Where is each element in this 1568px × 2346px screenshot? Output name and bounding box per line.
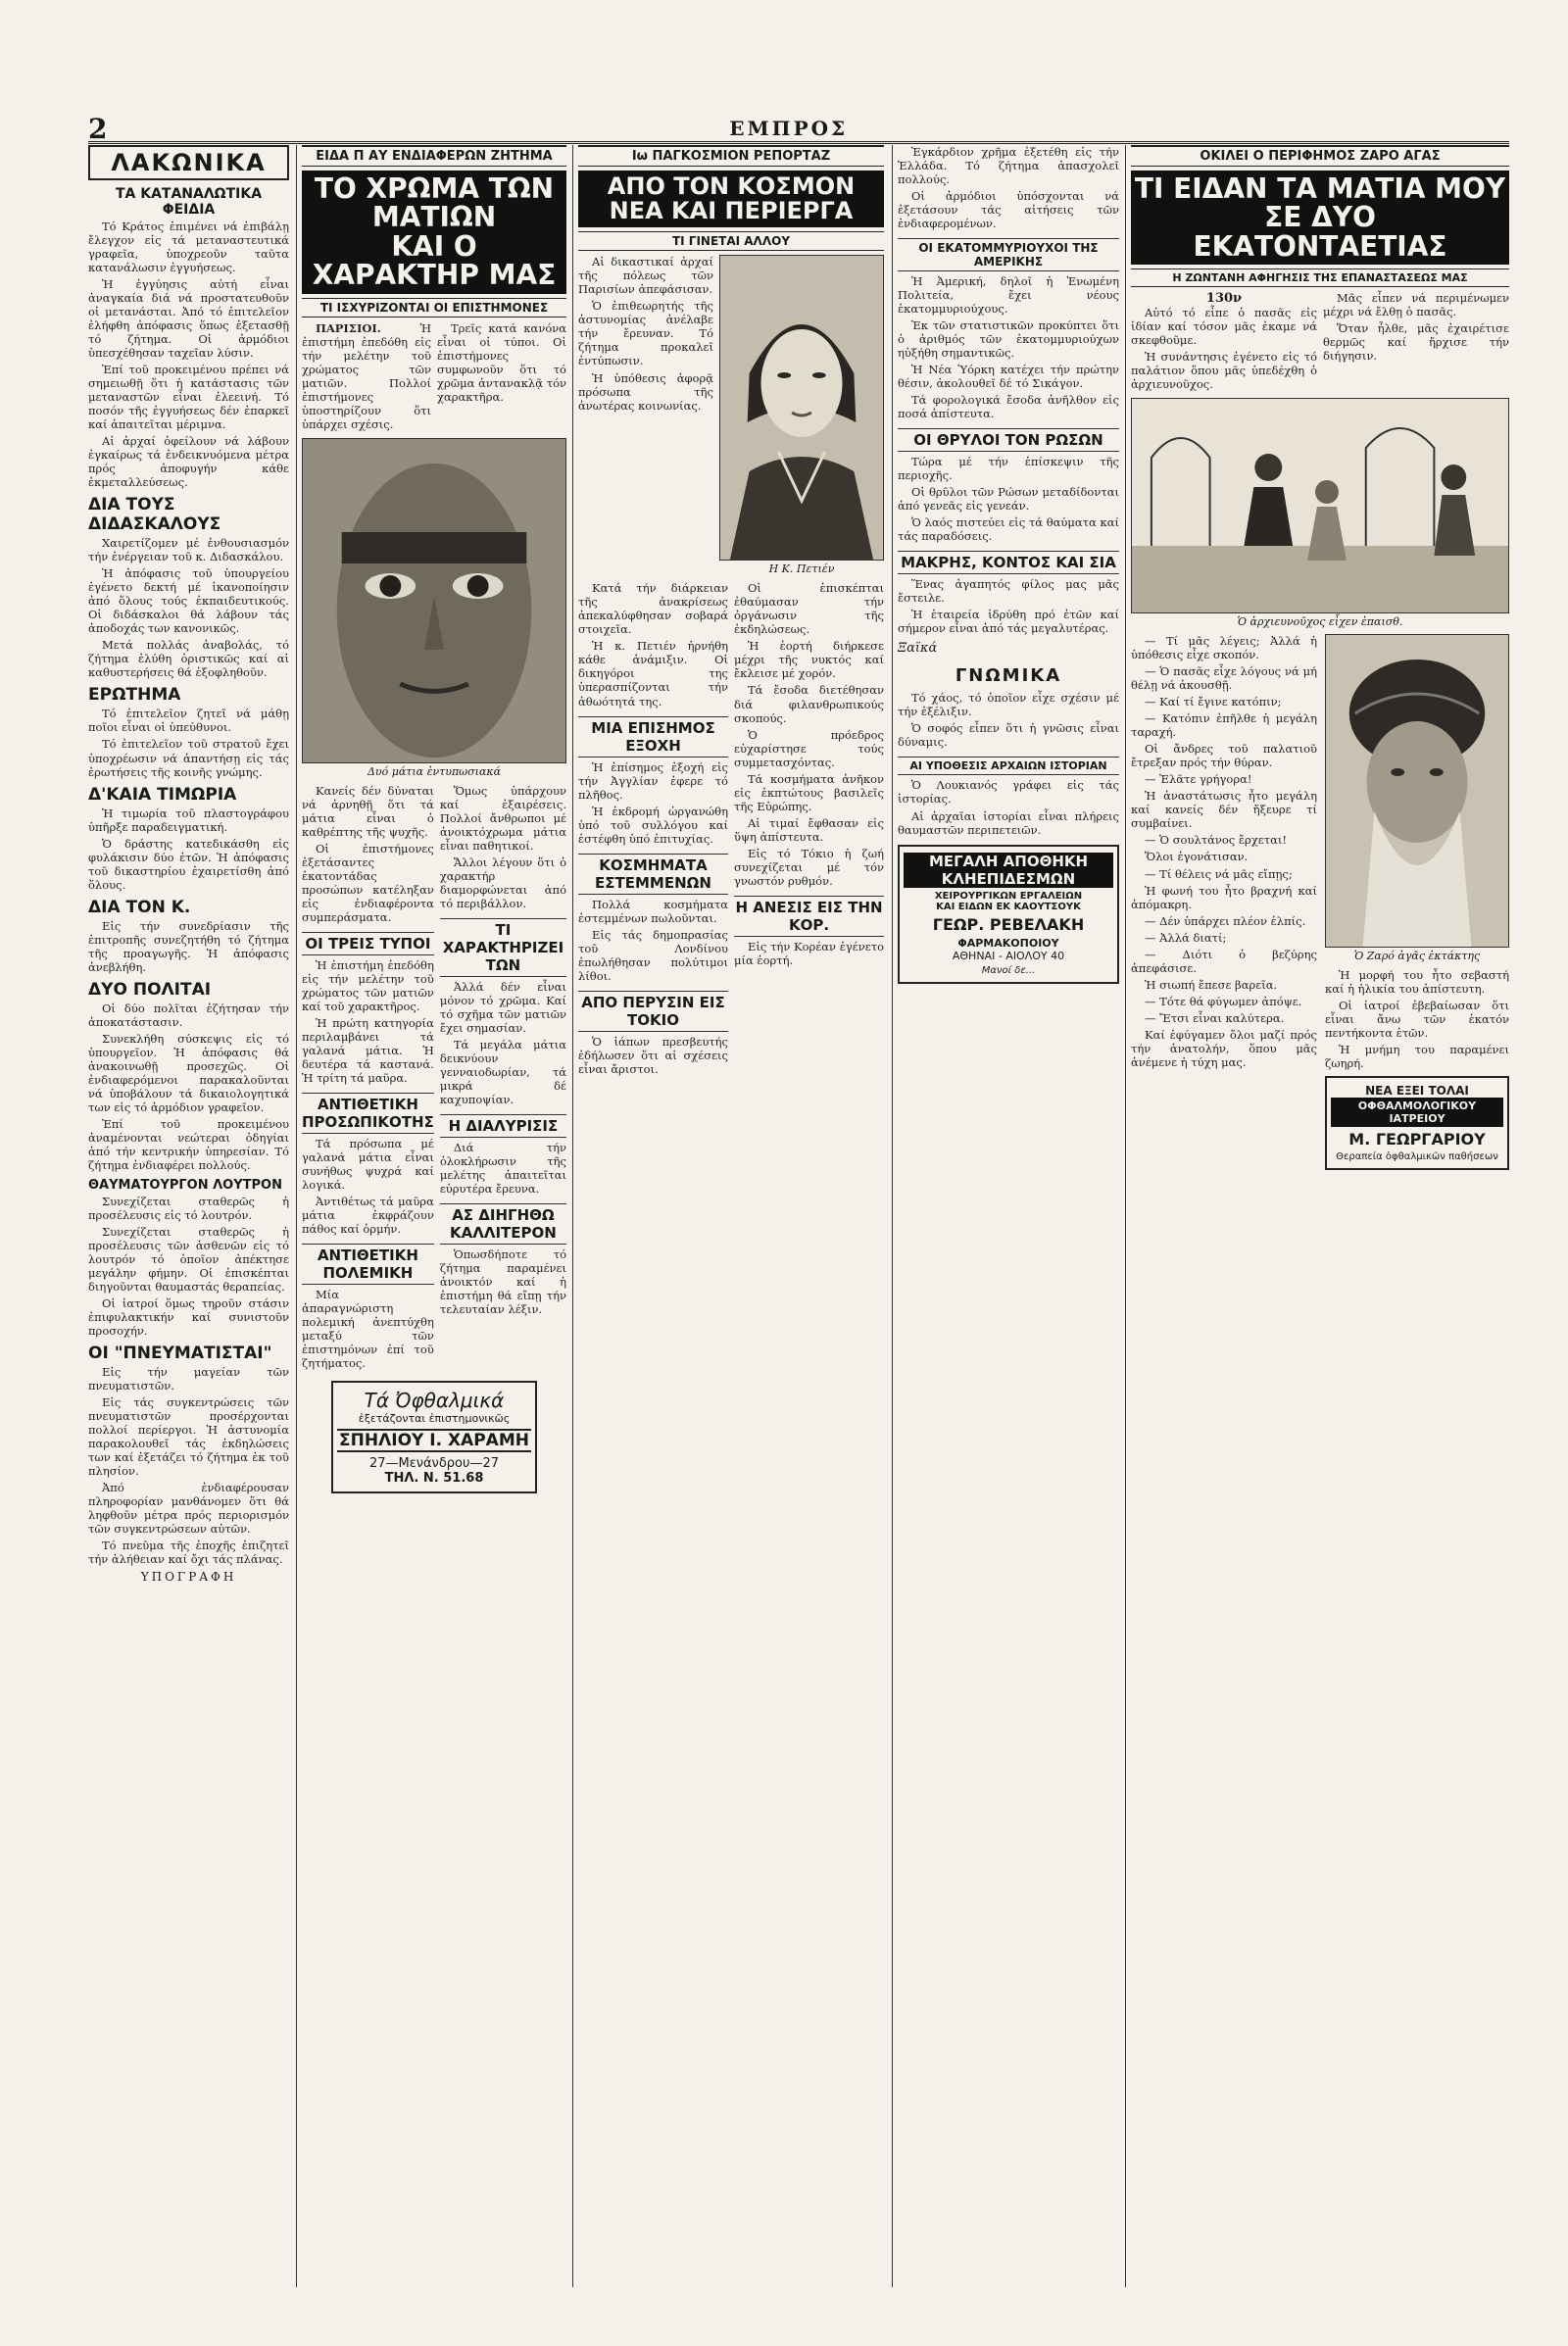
headline-line-2: ΚΑΙ Ο ΧΑΡΑΚΤΗΡ ΜΑΣ bbox=[312, 229, 557, 292]
section-title: ΔΙΑ ΤΟΥΣ ΔΙΔΑΣΚΑΛΟΥΣ bbox=[88, 495, 221, 535]
photo-caption: Ὁ Ζαρό ἀγᾶς ἐκτάκτης bbox=[1353, 950, 1481, 963]
article-text: Τώρα μέ τήν ἐπίσκεψιν τῆς περιοχῆς. bbox=[898, 455, 1119, 483]
column-rule bbox=[572, 145, 573, 2287]
article-text: Εἰς τήν Κορέαν ἐγένετο μία ἐορτή. bbox=[734, 939, 884, 967]
photo-zaro-agha bbox=[1325, 634, 1509, 948]
masthead bbox=[88, 112, 1509, 145]
article-kicker: Ιω ΠΑΓΚΟΣΜΙΟΝ ΡΕΠΟΡΤΑΖ bbox=[578, 145, 884, 167]
section-title: ΑΝΤΙΘΕΤΙΚΗ ΠΟΛΕΜΙΚΗ bbox=[302, 1244, 434, 1285]
serial-number: 130ν bbox=[1205, 291, 1243, 307]
ad-line: ΟΦΘΑΛΜΟΛΟΓΙΚΟΥ ΙΑΤΡΕΙΟΥ bbox=[1331, 1098, 1503, 1127]
article-subhead: ΤΙ ΙΣΧΥΡΙΖΟΝΤΑΙ ΟΙ ΕΠΙΣΤΗΜΟΝΕΣ bbox=[302, 298, 566, 318]
headline-line-1: ΑΠΟ ΤΟΝ ΚΟΣΜΟΝ bbox=[607, 172, 856, 200]
section-label: Ξαϊκά bbox=[898, 641, 938, 657]
section-header: ΛΑΚΩΝΙΚΑ bbox=[88, 145, 289, 180]
article-text: Ἡ ἐπίσημος ἐξοχή εἰς τήν Ἀγγλίαν ἐφερε τό πλῆθος. bbox=[578, 759, 728, 802]
section-title: ΚΟΣΜΗΜΑΤΑ ΕΣΤΕΜΜΕΝΩΝ bbox=[578, 854, 728, 895]
article-subhead: Η ΖΩΝΤΑΝΗ ΑΦΗΓΗΣΙΣ ΤΗΣ ΕΠΑΝΑΣΤΑΣΕΩΣ ΜΑΣ bbox=[1131, 269, 1509, 287]
column-rule bbox=[892, 145, 893, 2287]
photo-caption: Δυό μάτια ἐντυπωσιακά bbox=[367, 764, 502, 778]
page-number: 2 bbox=[88, 112, 108, 145]
headline bbox=[302, 171, 566, 294]
headline bbox=[1131, 171, 1509, 265]
article-text: Αὐτό τό εἶπε ὁ πασᾶς εἰς ἰδίαν καί τόσον μᾶς ἐκαμε νά σκεφθοῦμε. bbox=[1131, 306, 1317, 348]
ad-line: ΜΕΓΑΛΗ ΑΠΟΘΗΚΗ bbox=[904, 853, 1113, 870]
ad-name: Μ. ΓΕΩΡΓΑΡΙΟΥ bbox=[1348, 1130, 1486, 1149]
article-text: Ἡ τιμωρία τοῦ πλαστογράφου ὑπῆρξε παραδειγματική. bbox=[88, 806, 289, 834]
article-text: Οἱ δύο πολῖται ἐζήτησαν τήν ἀποκατάστασιν. bbox=[88, 1001, 289, 1029]
column-rule bbox=[296, 145, 297, 2287]
section-title: ΑΣ ΔΙΗΓΗΘΩ ΚΑΛΛΙΤΕΡΟΝ bbox=[440, 1203, 566, 1245]
article-subhead: ΤΙ ΓΙΝΕΤΑΙ ΑΛΛΟΥ bbox=[578, 231, 884, 251]
section-title: ΟΙ ΕΚΑΤΟΜΜΥΡΙΟΥΧΟΙ ΤΗΣ ΑΜΕΡΙΚΗΣ bbox=[898, 238, 1119, 271]
column-eye-color: ΕΙΔΑ Π ΑΥ ΕΝΔΙΑΦΕΡΩΝ ΖΗΤΗΜΑ ΤΟ ΧΡΩΜΑ ΤΩΝ ΜΑΤΙΩΝ ΚΑΙ Ο ΧΑΡΑΚΤΗΡ ΜΑΣ ΤΙ ΙΣΧΥΡΙΖΟΝΤΑΙ ΟΙ ΕΠΙΣΤΗΜΟΝΕΣ ΠΑΡΙΣΙΟΙ. Ἡ ἐπιστήμη ἐπεδόθη εἰς τήν μελέτην τοῦ χρώματος τῶν ματιῶν. Πολλοί ἐπιστήμονες ὑποστηρίζουν ὅτι ὑπάρχει σχέσις. Τρεῖς κατά κανόνα εἶναι οἱ τύποι. Οἱ ἐπιστήμονες συμφωνοῦν ὅτι τό χρῶμα ἀντανακλᾷ τόν χαρακτῆρα. Δυό μάτια ἐντυπωσιακά Κανείς δέν δύναται νά ἀρνηθῇ ὅτι τά μάτια εἶναι ὁ καθρέπτης τῆς ψυχῆς. Οἱ ἐπιστήμονες ἐξετάσαντες ἑκατοντάδας προσώπων κατέληξαν εἰς ἐνδιαφέροντα συμπεράσματα. ΟΙ ΤΡΕΙΣ ΤΥΠΟΙ Ἡ ἐπιστήμη ἐπεδόθη εἰς τήν μελέτην τοῦ χρώματος τῶν ματιῶν καί τοῦ χαρακτῆρος. Ἡ πρώτη κατηγορία περιλαμβάνει τά γαλανά μάτια. Ἡ δευτέρα τά καστανά. Ἡ τρίτη τά μαῦρα. ΑΝΤΙΘΕΤΙΚΗ ΠΡΟΣΩΠΙΚΟΤΗΣ Τά πρόσωπα μέ γαλανά μάτια εἶναι συνήθως ψυχρά καί λογικά. Ἀντιθέτως τά μαῦρα μάτια ἐκφράζουν πάθος καί ὁρμήν. ΑΝΤΙΘΕΤΙΚΗ ΠΟΛΕΜΙΚΗ Μία ἀπαραγνώριστη πολεμική ἀνεπτύχθη μεταξύ τῶν ἐπιστημόνων ἐπί τοῦ ζητήματος. Ὅμως ὑπάρχουν καί ἐξαιρέσεις. Πολλοί ἄνθρωποι μέ ἀνοικτόχρωμα μάτια εἶναι παθητικοί. Ἄλλοι λέγουν ὅτι ὁ χαρακτήρ διαμορφώνεται ἀπό τό περιβάλλον. ΤΙ ΧΑΡΑΚΤΗΡΙΖΕΙ ΤΩΝ Ἀλλά δέν εἶναι μόνον τό χρῶμα. Καί τό σχῆμα τῶν ματιῶν ἔχει σημασίαν. Τά μεγάλα μάτια δεικνύουν γενναιοδωρίαν, τά μικρά δέ καχυποψίαν. Η ΔΙΑΛΥΡΙΣΙΣ Διά τήν ὁλοκλήρωσιν τῆς μελέτης ἀπαιτεῖται εὐρυτέρα ἔρευνα. ΑΣ ΔΙΗΓΗΘΩ ΚΑΛΛΙΤΕΡΟΝ Ὁπωσδήποτε τό ζήτημα παραμένει ἀνοικτόν καί ἡ ἐπιστήμη θά εἴπῃ τήν τελευταίαν λέξιν. Τά Ὀφθαλμικά ἐξετάζονται ἐπιστημονικῶς ΣΠΗΛΙΟΥ Ι. ΧΑΡΑΜΗ 27—Μενάνδρου—27 ΤΗΛ. Ν. 51.68 bbox=[302, 145, 566, 2287]
article-text: — Τί μᾶς λέγεις; Ἀλλά ἡ ὑπόθεσις εἶχε σκοπόν. bbox=[1131, 634, 1317, 662]
headline bbox=[578, 171, 884, 227]
section-title: ΟΙ ΘΡΥΛΟΙ ΤΟΝ ΡΩΣΩΝ bbox=[898, 428, 1119, 452]
ad-tag: Μανοί δε... bbox=[981, 964, 1036, 976]
ad-line: ἐξετάζονται ἐπιστημονικῶς bbox=[358, 1412, 511, 1426]
headline-line-1: ΤΙ ΕΙΔΑΝ ΤΑ ΜΑΤΙΑ ΜΟΥ bbox=[1134, 172, 1506, 205]
article-text: Εἰς τήν μαγείαν τῶν πνευματιστῶν. bbox=[88, 1365, 289, 1393]
ad-address: ΑΘΗΝΑΙ - ΑΙΟΛΟΥ 40 bbox=[952, 949, 1065, 962]
section-title: ΜΑΚΡΗΣ, ΚΟΝΤΟΣ ΚΑΙ ΣΙΑ bbox=[898, 551, 1119, 574]
section-subheader: ΤΑ ΚΑΤΑΝΑΛΩΤΙΚΑ ΦΕΙΔΙΑ bbox=[115, 186, 263, 218]
ad-ophthalmology bbox=[331, 1381, 537, 1493]
section-title: ΕΡΩΤΗΜΑ bbox=[88, 685, 181, 706]
column-misc: Ἐγκάρδιον χρῆμα ἐξετέθη εἰς τήν Ἑλλάδα. Τό ζήτημα ἀπασχολεῖ πολλούς. Οἱ ἀρμόδιοι ὑπόσχονται νά ἐξετάσουν τάς αἰτήσεις τῶν ἐνδιαφερομένων. ΟΙ ΕΚΑΤΟΜΜΥΡΙΟΥΧΟΙ ΤΗΣ ΑΜΕΡΙΚΗΣ Ἡ Ἀμερική, δηλοῖ ἡ Ἑνωμένη Πολιτεία, ἔχει νέους ἑκατομμυριούχους. Ἐκ τῶν στατιστικῶν προκύπτει ὅτι ὁ ἀριθμός τῶν ἑκατομμυριούχων ηὐξήθη σημαντικῶς. Ἡ Νέα Ὑόρκη κατέχει τήν πρώτην θέσιν, ἀκολουθεῖ δέ τό Σικάγον. Τά φορολογικά ἔσοδα ἀνῆλθον εἰς ποσά ἀπίστευτα. ΟΙ ΘΡΥΛΟΙ ΤΟΝ ΡΩΣΩΝ Τώρα μέ τήν ἐπίσκεψιν τῆς περιοχῆς. Οἱ θρῦλοι τῶν Ρώσων μεταδίδονται ἀπό γενεᾶς εἰς γενεάν. Ὁ λαός πιστεύει εἰς τά θαύματα καί τάς παραδόσεις. ΜΑΚΡΗΣ, ΚΟΝΤΟΣ ΚΑΙ ΣΙΑ Ἕνας ἀγαπητός φίλος μας μᾶς ἔστειλε. Ἡ ἑταιρεία ἱδρύθη πρό ἐτῶν καί σήμερον εἶναι ἀπό τάς μεγαλυτέρας. Ξαϊκά ΓΝΩΜΙΚΑ Τό χάος, τό ὁποῖον εἶχε σχέσιν μέ τήν ἐξέλιξιν. Ὁ σοφός εἶπεν ὅτι ἡ γνῶσις εἶναι δύναμις. ΑΙ ΥΠΟΘΕΣΙΣ ΑΡΧΑΙΩΝ ΙΣΤΟΡΙΑΝ Ὁ Λουκιανός γράφει εἰς τάς ἱστορίας. Αἱ ἀρχαῖαι ἱστορίαι εἶναι πλήρεις θαυμαστῶν περιπετειῶν. ΜΕΓΑΛΗ ΑΠΟΘΗΚΗ ΚΛΗΕΠΙΔΕΣΜΩΝ ΧΕΙΡΟΥΡΓΙΚΩΝ ΕΡΓΑΛΕΙΩΝ ΚΑΙ ΕΙΔΩΝ ΕΚ ΚΑΟΥΤΣΟΥΚ ΓΕΩΡ. ΡΕΒΕΛΑΚΗ ΦΑΡΜΑΚΟΠΟΙΟΥ ΑΘΗΝΑΙ - ΑΙΟΛΟΥ 40 Μανοί δε... bbox=[898, 145, 1119, 2287]
section-title: Η ΔΙΑΛΥΡΙΣΙΣ bbox=[440, 1114, 566, 1138]
article-text: Τό χάος, τό ὁποῖον εἶχε σχέσιν μέ τήν ἐξέλιξιν. bbox=[898, 691, 1119, 719]
headline-line-1: ΤΟ ΧΡΩΜΑ ΤΩΝ ΜΑΤΙΩΝ bbox=[314, 172, 555, 234]
article-text: Τό Κράτος ἐπιμένει νά ἐπιβάλῃ ἔλεγχον εἰς τά μεταναστευτικά γραφεῖα, ὑποχρεοῦν ταῦτα κατανάλωσιν ἐγγυήσεως. bbox=[88, 220, 289, 275]
section-title: ΟΙ "ΠΝΕΥΜΑΤΙΣΤΑΙ" bbox=[88, 1344, 272, 1364]
ad-line: ΚΑΙ ΕΙΔΩΝ ΕΚ ΚΑΟΥΤΣΟΥΚ bbox=[936, 901, 1081, 912]
section-title: ΓΝΩΜΙΚΑ bbox=[955, 665, 1062, 687]
article-dateline: ΠΑΡΙΣΙΟΙ. bbox=[316, 320, 381, 335]
section-title: ΔΥΟ ΠΟΛΙΤΑΙ bbox=[88, 979, 212, 1000]
article-text: Ἡ ἐπιστήμη ἐπεδόθη εἰς τήν μελέτην τοῦ χρώματος τῶν ματιῶν καί τοῦ χαρακτῆρος. bbox=[302, 957, 434, 1013]
ad-phone: ΤΗΛ. Ν. 51.68 bbox=[384, 1471, 484, 1487]
section-title: ΑΙ ΥΠΟΘΕΣΙΣ ΑΡΧΑΙΩΝ ΙΣΤΟΡΙΑΝ bbox=[898, 757, 1119, 775]
article-kicker: ΕΙΔΑ Π ΑΥ ΕΝΔΙΑΦΕΡΩΝ ΖΗΤΗΜΑ bbox=[302, 145, 566, 167]
ad-line: ΝΕΑ ΕΞΕΙ ΤΟΛΑΙ bbox=[1365, 1084, 1469, 1099]
column-zaro-agha: ΟΚΙΛΕΙ Ο ΠΕΡΙΦΗΜΟΣ ΖΑΡΟ ΑΓΑΣ ΤΙ ΕΙΔΑΝ ΤΑ ΜΑΤΙΑ ΜΟΥ ΣΕ ΔΥΟ ΕΚΑΤΟΝΤΑΕΤΙΑΣ Η ΖΩΝΤΑΝΗ ΑΦΗΓΗΣΙΣ ΤΗΣ ΕΠΑΝΑΣΤΑΣΕΩΣ ΜΑΣ 130ν Αὐτό τό εἶπε ὁ πασᾶς εἰς ἰδίαν καί τόσον μᾶς ἐκαμε νά σκεφθοῦμε. Ἡ συνάντησις ἐγένετο εἰς τό παλάτιον ὅπου μᾶς ὑπεδέχθη ὁ ἀρχιευνοῦχος. Μᾶς εἶπεν νά περιμένωμεν μέχρι νά ἔλθῃ ὁ πασᾶς. Ὅταν ἦλθε, μᾶς ἐχαιρέτισε θερμῶς καί ἤρχισε τήν διήγησιν. Ὁ ἀρχιευνοῦχος εἶχεν ἐπαισθ. — Τί μᾶς λέγεις; Ἀλλά ἡ ὑπόθεσις εἶχε σκοπόν. — Ὁ πασᾶς εἶχε λόγους νά μή θέλῃ νά ἀκουσθῇ. — Καί τί ἔγινε κατόπιν; — Κατόπιν ἐπῆλθε ἡ μεγάλη ταραχή. Οἱ ἄνδρες τοῦ παλατιοῦ ἔτρεξαν πρός τήν θύραν. — Ἐλᾶτε γρήγορα! Ἡ ἀναστάτωσις ἦτο μεγάλη καί κανείς δέν ἤξευρε τί συμβαίνει. — Ὁ σουλτάνος ἔρχεται! Ὅλοι ἐγονάτισαν. — Τί θέλεις νά μᾶς εἴπῃς; Ἡ φωνή του ἦτο βραχνή καί ἀπόμακρη. — Δέν ὑπάρχει πλέον ἐλπίς. — Ἀλλά διατί; — Διότι ὁ βεζύρης ἀπεφάσισε. Ἡ σιωπή ἔπεσε βαρεῖα. — Τότε θά φύγωμεν ἀπόψε. — Ἔτσι εἶναι καλύτερα. Καί ἐφύγαμεν ὅλοι μαζί πρός τήν ἀνατολήν, ὅπου μᾶς ἀνέμενε ἡ τύχη μας. Ὁ Ζαρό ἀγᾶς ἐκτάκτης Ἡ μορφή του ἦτο σεβαστή καί ἡ ἠλικία του ἀπίστευτη. Οἱ ἰατροί ἐβεβαίωσαν ὅτι εἶναι ἄνω τῶν ἑκατόν πεντήκοντα ἐτῶν. Ἡ μνήμη του παραμένει ζωηρή. ΝΕΑ ΕΞΕΙ ΤΟΛΑΙ ΟΦΘΑΛΜΟΛΟΓΙΚΟΥ ΙΑΤΡΕΙΟΥ Μ. ΓΕΩΡΓΑΡΙΟΥ Θεραπεία ὀφθαλμικῶν παθήσεων bbox=[1131, 145, 1509, 2287]
photo-woman bbox=[719, 255, 884, 561]
ad-eye-clinic bbox=[1325, 1076, 1509, 1170]
section-title: ΤΙ ΧΑΡΑΚΤΗΡΙΖΕΙ ΤΩΝ bbox=[440, 918, 566, 977]
ad-line: ΚΛΗΕΠΙΔΕΣΜΩΝ bbox=[904, 870, 1113, 888]
section-title: ΘΑΥΜΑΤΟΥΡΓΟΝ ΛΟΥΤΡΟΝ bbox=[88, 1177, 282, 1193]
section-title: ΑΝΤΙΘΕΤΙΚΗ ΠΡΟΣΩΠΙΚΟΤΗΣ bbox=[302, 1093, 434, 1134]
ad-name: ΣΠΗΛΙΟΥ Ι. ΧΑΡΑΜΗ bbox=[337, 1429, 531, 1452]
footer-signature: ΥΠΟΓΡΑΦΗ bbox=[140, 1570, 237, 1585]
photo-eyes bbox=[302, 438, 566, 763]
column-world-news: Ιω ΠΑΓΚΟΣΜΙΟΝ ΡΕΠΟΡΤΑΖ ΑΠΟ ΤΟΝ ΚΟΣΜΟΝ ΝΕΑ ΚΑΙ ΠΕΡΙΕΡΓΑ ΤΙ ΓΙΝΕΤΑΙ ΑΛΛΟΥ Αἱ δικαστικαί ἀρχαί τῆς πόλεως τῶν Παρισίων ἀπεφάσισαν. Ὁ ἐπιθεωρητής τῆς ἀστυνομίας ἀνέλαβε τήν ἔρευναν. Τό ζήτημα προκαλεῖ ἐντύπωσιν. Ἡ ὑπόθεσις ἀφορᾷ πρόσωπα τῆς ἀνωτέρας κοινωνίας. Η Κ. Πετιέν Κατά τήν διάρκειαν τῆς ἀνακρίσεως ἀπεκαλύφθησαν σοβαρά στοιχεῖα. Ἡ κ. Πετιέν ἠρνήθη κάθε ἀνάμιξιν. Οἱ δικηγόροι της ὑπερασπίζονται τήν ἀθωότητά της. ΜΙΑ ΕΠΙΣΗΜΟΣ ΕΞΟΧΗ Ἡ ἐπίσημος ἐξοχή εἰς τήν Ἀγγλίαν ἐφερε τό πλῆθος. Ἡ ἐκδρομή ὠργανώθη ὑπό τοῦ συλλόγου καί ἐστέφθη ὑπό ἐπιτυχίας. ΚΟΣΜΗΜΑΤΑ ΕΣΤΕΜΜΕΝΩΝ Πολλά κοσμήματα ἐστεμμένων πωλοῦνται. Εἰς τάς δημοπρασίας τοῦ Λονδίνου ἐπωλήθησαν πολύτιμοι λίθοι. ΑΠΟ ΠΕΡΥΣΙΝ ΕΙΣ ΤΟΚΙΟ Ὁ ἰάπων πρεσβευτής ἐδήλωσεν ὅτι αἱ σχέσεις εἶναι ἄριστοι. Οἱ ἐπισκέπται ἐθαύμασαν τήν ὀργάνωσιν τῆς ἐκδηλώσεως. Ἡ ἑορτή διήρκεσε μέχρι τῆς νυκτός καί ἔκλεισε μέ χορόν. Τά ἔσοδα διετέθησαν διά φιλανθρωπικούς σκοπούς. Ὁ πρόεδρος εὐχαρίστησε τούς συμμετασχόντας. Τά κοσμήματα ἀνῆκον εἰς ἐκπτώτους βασιλεῖς τῆς Εὐρώπης. Αἱ τιμαί ἔφθασαν εἰς ὕψη ἀπίστευτα. Εἰς τό Τόκιο ἡ ζωή συνεχίζεται μέ τόν γνωστόν ρυθμόν. Η ΑΝΕΣΙΣ ΕΙΣ ΤΗΝ ΚΟΡ. Εἰς τήν Κορέαν ἐγένετο μία ἐορτή. bbox=[578, 145, 884, 2287]
section-title: Δ'ΚΑΙΑ ΤΙΜΩΡΙΑ bbox=[88, 784, 237, 805]
article-text: Ἡ Ἀμερική, δηλοῖ ἡ Ἑνωμένη Πολιτεία, ἔχει νέους ἑκατομμυριούχους. bbox=[898, 274, 1119, 317]
article-text: Χαιρετίζομεν μέ ἐνθουσιασμόν τήν ἐνέργειαν τοῦ κ. Διδασκάλου. bbox=[88, 536, 289, 564]
headline-line-2: ΝΕΑ ΚΑΙ ΠΕΡΙΕΡΓΑ bbox=[609, 197, 854, 225]
section-title: ΔΙΑ ΤΟΝ Κ. bbox=[88, 897, 191, 917]
ad-name: ΓΕΩΡ. ΡΕΒΕΛΑΚΗ bbox=[932, 914, 1085, 934]
ad-line: ΧΕΙΡΟΥΡΓΙΚΩΝ ΕΡΓΑΛΕΙΩΝ bbox=[934, 890, 1083, 902]
newspaper-name: ΕΜΠΡΟΣ bbox=[729, 117, 849, 140]
photo-caption: Η Κ. Πετιέν bbox=[768, 562, 835, 576]
section-title: ΜΙΑ ΕΠΙΣΗΜΟΣ ΕΞΟΧΗ bbox=[578, 716, 728, 758]
section-title: Η ΑΝΕΣΙΣ ΕΙΣ ΤΗΝ ΚΟΡ. bbox=[734, 896, 884, 937]
article-text: Ἕνας ἀγαπητός φίλος μας μᾶς ἔστειλε. bbox=[898, 577, 1119, 606]
headline-line-2: ΣΕ ΔΥΟ ΕΚΑΤΟΝΤΑΕΤΙΑΣ bbox=[1193, 201, 1447, 263]
article-text: Αἱ δικαστικαί ἀρχαί τῆς πόλεως τῶν Παρισίων ἀπεφάσισαν. bbox=[578, 255, 713, 297]
article-text: Συνεχίζεται σταθερῶς ἡ προσέλευσις εἰς τό λουτρόν. bbox=[88, 1194, 289, 1222]
article-text: Τό ἐπιτελεῖον ζητεῖ νά μάθῃ ποῖοι εἶναι οἱ ὑπεύθυνοι. bbox=[88, 707, 289, 735]
ad-line: Τά Ὀφθαλμικά bbox=[364, 1389, 505, 1413]
illustration-caption: Ὁ ἀρχιευνοῦχος εἶχεν ἐπαισθ. bbox=[1237, 615, 1403, 629]
illustration-harem bbox=[1131, 398, 1509, 613]
ad-trade: ΦΑΡΜΑΚΟΠΟΙΟΥ bbox=[957, 936, 1059, 950]
article-kicker: ΟΚΙΛΕΙ Ο ΠΕΡΙΦΗΜΟΣ ΖΑΡΟ ΑΓΑΣ bbox=[1131, 145, 1509, 167]
ad-pharmacy bbox=[898, 845, 1119, 984]
section-title: ΟΙ ΤΡΕΙΣ ΤΥΠΟΙ bbox=[302, 932, 434, 955]
ad-address: 27—Μενάνδρου—27 bbox=[368, 1456, 500, 1472]
column-lakonika: ΛΑΚΩΝΙΚΑ ΤΑ ΚΑΤΑΝΑΛΩΤΙΚΑ ΦΕΙΔΙΑ Τό Κράτος ἐπιμένει νά ἐπιβάλῃ ἔλεγχον εἰς τά μεταναστευτικά γραφεῖα, ὑποχρεοῦν ταῦτα κατανάλωσιν ἐγγυήσεως. Ἡ ἐγγύησις αὐτή εἶναι ἀναγκαία διά νά προστατευθοῦν οἱ μετανάσται. Ἀπό τό ἐπιτελεῖον ἐλήφθη ἀπόφασις ὅπως ἐξετασθῇ τό ζήτημα. Οἱ ἀρμόδιοι ὑπεσχέθησαν ταχεῖαν λύσιν. Ἐπί τοῦ προκειμένου πρέπει νά σημειωθῇ ὅτι ἡ κατάστασις τῶν μεταναστῶν εἶναι ἐλεεινή. Τό ποσόν τῆς ἐγγυήσεως δέν ἐπαρκεῖ καί ἀπαιτεῖται μέριμνα. Αἱ ἀρχαί ὀφείλουν νά λάβουν ἐγκαίρως τά ἐνδεικνυόμενα μέτρα πρός ἀποφυγήν κάθε ἐκμεταλλεύσεως. ΔΙΑ ΤΟΥΣ ΔΙΔΑΣΚΑΛΟΥΣ Χαιρετίζομεν μέ ἐνθουσιασμόν τήν ἐνέργειαν τοῦ κ. Διδασκάλου. Ἡ ἀπόφασις τοῦ ὑπουργείου ἐγένετο δεκτή μέ ἱκανοποίησιν ἀπό ὅλους τούς ἐκπαιδευτικούς. Οἱ διδάσκαλοι θά λάβουν τάς ἀποδοχάς των κανονικῶς. Μετά πολλάς ἀναβολάς, τό ζήτημα ἐλύθη ὁριστικῶς καί αἱ καθυστερήσεις θά ἐξοφληθοῦν. ΕΡΩΤΗΜΑ Τό ἐπιτελεῖον ζητεῖ νά μάθῃ ποῖοι εἶναι οἱ ὑπεύθυνοι. Τό ἐπιτελεῖον τοῦ στρατοῦ ἔχει ὑποχρέωσιν νά ἀπαντήσῃ εἰς τάς ἐρωτήσεις τῆς κοινῆς γνώμης. Δ'ΚΑΙΑ ΤΙΜΩΡΙΑ Ἡ τιμωρία τοῦ πλαστογράφου ὑπῆρξε παραδειγματική. Ὁ δράστης κατεδικάσθη εἰς φυλάκισιν δύο ἐτῶν. Ἡ ἀπόφασις τοῦ δικαστηρίου ἐχαιρετίσθη ἀπό ὅλους. ΔΙΑ ΤΟΝ Κ. Εἰς τήν συνεδρίασιν τῆς ἐπιτροπῆς συνεζητήθη τό ζήτημα τῆς προαγωγῆς. Ἡ ἀπόφασις ἀνεβλήθη. ΔΥΟ ΠΟΛΙΤΑΙ Οἱ δύο πολῖται ἐζήτησαν τήν ἀποκατάστασιν. Συνεκλήθη σύσκεψις εἰς τό ὑπουργεῖον. Ἡ ἀπόφασις θά ἀνακοινωθῇ προσεχῶς. Οἱ ἐνδιαφερόμενοι παρακαλοῦνται νά ὑποβάλουν τά δικαιολογητικά των εἰς τό ἀρμόδιον γραφεῖον. Ἐπί τοῦ προκειμένου ἀναμένονται νεώτεραι ὁδηγίαι ἀπό τήν κεντρικήν ὑπηρεσίαν. Τό ζήτημα ἐνδιαφέρει πολλούς. ΘΑΥΜΑΤΟΥΡΓΟΝ ΛΟΥΤΡΟΝ Συνεχίζεται σταθερῶς ἡ προσέλευσις εἰς τό λουτρόν. Συνεχίζεται σταθερῶς ἡ προσέλευσις τῶν ἀσθενῶν εἰς τό λουτρόν τό ὁποῖον ἀπέκτησε μεγάλην φήμην. Οἱ ἐπισκέπται διηγοῦνται θαυμαστάς θεραπείας. Οἱ ἰατροί ὅμως τηροῦν στάσιν ἐπιφυλακτικήν καί συνιστοῦν προσοχήν. ΟΙ "ΠΝΕΥΜΑΤΙΣΤΑΙ" Εἰς τήν μαγείαν τῶν πνευματιστῶν. Εἰς τάς συγκεντρώσεις τῶν πνευματιστῶν προσέρχονται πολλοί περίεργοι. Ἡ ἀστυνομία παρακολουθεῖ τάς ἐκδηλώσεις των καί ἐξετάζει τό ζήτημα ἐκ τοῦ πλησίον. Ἀπό ἐνδιαφέρουσαν πληροφορίαν μανθάνομεν ὅτι θά ληφθοῦν μέτρα πρός περιορισμόν τῶν συγκεντρώσεων αὐτῶν. Τό πνεῦμα τῆς ἐποχῆς ἐπιζητεῖ τήν ἀλήθειαν καί ὄχι τάς πλάνας. ΥΠΟΓΡΑΦΗ bbox=[88, 145, 289, 2287]
column-rule bbox=[1125, 145, 1126, 2287]
article-text: Ὁ Λουκιανός γράφει εἰς τάς ἱστορίας. bbox=[898, 778, 1119, 806]
section-title: ΑΠΟ ΠΕΡΥΣΙΝ ΕΙΣ ΤΟΚΙΟ bbox=[578, 991, 728, 1032]
ad-note: Θεραπεία ὀφθαλμικῶν παθήσεων bbox=[1336, 1151, 1498, 1163]
article-text: Πολλά κοσμήματα ἐστεμμένων πωλοῦνται. bbox=[578, 897, 728, 925]
